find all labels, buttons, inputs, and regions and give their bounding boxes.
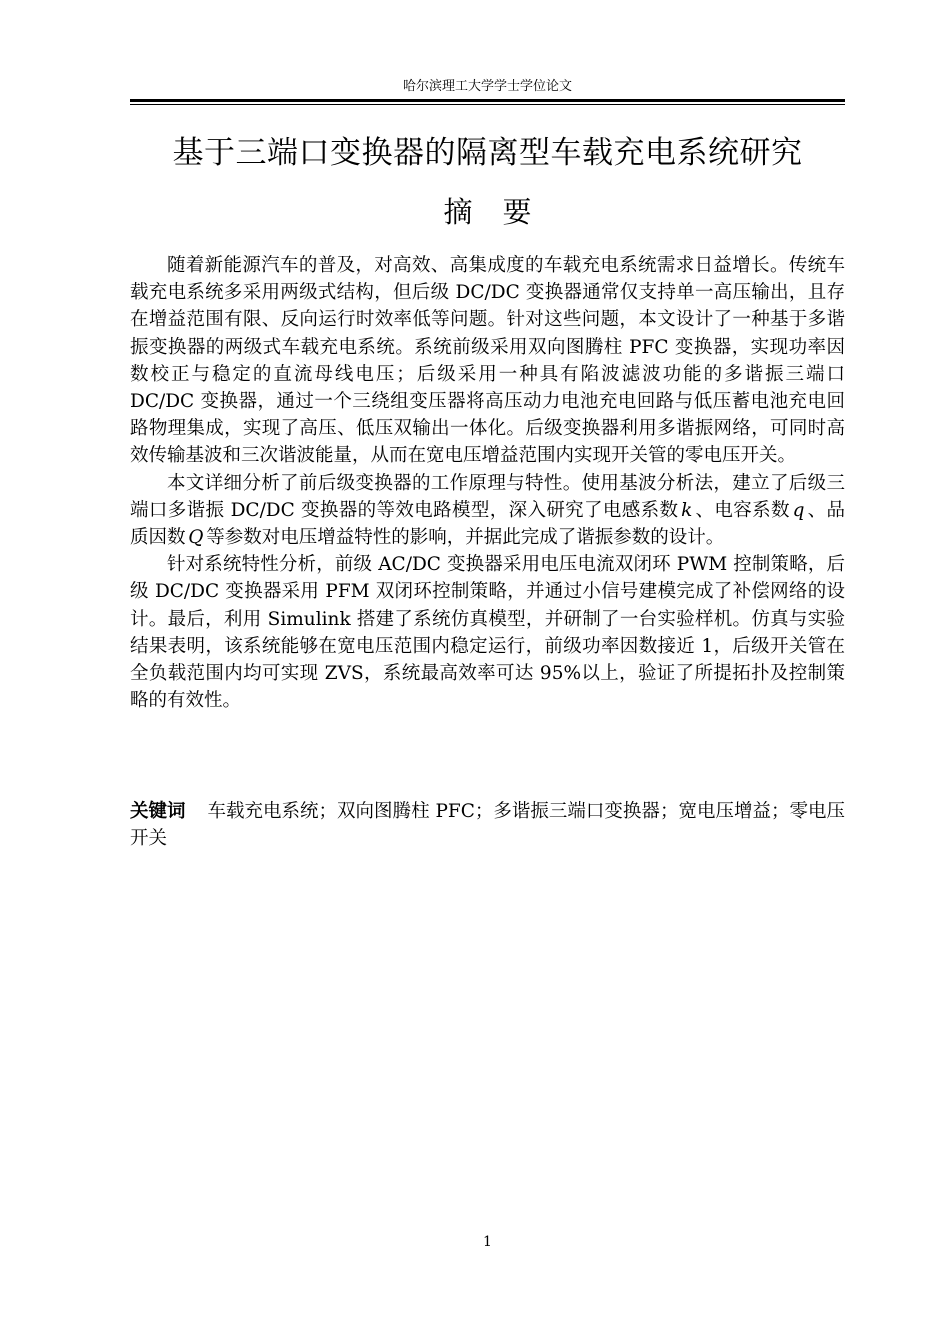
paragraph-2-text-2: 、电容系数 bbox=[695, 499, 790, 521]
variable-Q: Q bbox=[188, 527, 204, 549]
keywords-section bbox=[130, 798, 845, 852]
abstract-paragraph-1: 随着新能源汽车的普及，对高效、高集成度的车载充电系统需求日益增长。传统车载充电系统多采用两级式结构，但后级 DC/DC 变换器通常仅支持单一高压输出，且存在增益范围有限、反向运行时效率低等问题。针对这些问题，本文设计了一种基于多谐振变换器的两级式车载充电系统。系统前级采用双向图腾柱 PFC 变换器，实现功率因数校正与稳定的直流母线电压；后级采用一种具有陷波滤波功能的多谐振三端口 DC/DC 变换器，通过一个三绕组变压器将高压动力电池充电回路与低压蓄电池充电回路物理集成，实现了高压、低压双输出一体化。后级变换器利用多谐振网络，可同时高效传输基波和三次谐波能量，从而在宽电压增益范围内实现开关管的零电压开关。 bbox=[130, 255, 845, 467]
paragraph-2-text-3: 、品质因数 bbox=[130, 499, 845, 549]
abstract-body bbox=[130, 252, 845, 714]
variable-k: k bbox=[681, 499, 693, 521]
page-number: 1 bbox=[483, 1234, 492, 1250]
header-rule-thin bbox=[130, 104, 845, 105]
running-header-title: 哈尔滨理工大学学士学位论文 bbox=[402, 79, 572, 94]
document-title: 基于三端口变换器的隔离型车载充电系统研究 bbox=[172, 135, 803, 171]
keywords-text: 车载充电系统；双向图腾柱 PFC；多谐振三端口变换器；宽电压增益；零电压开关 bbox=[130, 801, 845, 850]
keywords-label: 关键词 bbox=[130, 801, 186, 822]
variable-q: q bbox=[792, 499, 805, 521]
abstract-paragraph-2 bbox=[130, 470, 845, 552]
abstract-heading: 摘要 bbox=[443, 195, 562, 229]
paragraph-2-text-1: 本文详细分析了前后级变换器的工作原理与特性。使用基波分析法，建立了后级三端口多谐振 DC/DC 变换器的等效电路模型，深入研究了电感系数 bbox=[130, 472, 845, 521]
paragraph-2-text-4: 等参数对电压增益特性的影响，并据此完成了谐振参数的设计。 bbox=[206, 527, 725, 549]
abstract-paragraph-3: 针对系统特性分析，前级 AC/DC 变换器采用电压电流双闭环 PWM 控制策略，后级 DC/DC 变换器采用 PFM 双闭环控制策略，并通过小信号建模完成了补偿网络的设计。最后，利用 Simulink 搭建了系统仿真模型，并研制了一台实验样机。仿真与实验结果表明，该系统能够在宽电压范围内稳定运行，前级功率因数接近 1，后级开关管在全负载范围内均可实现 ZVS，系统最高效率可达 95%以上，验证了所提拓扑及控制策略的有效性。 bbox=[130, 554, 845, 712]
header-rule-thick bbox=[130, 99, 845, 102]
